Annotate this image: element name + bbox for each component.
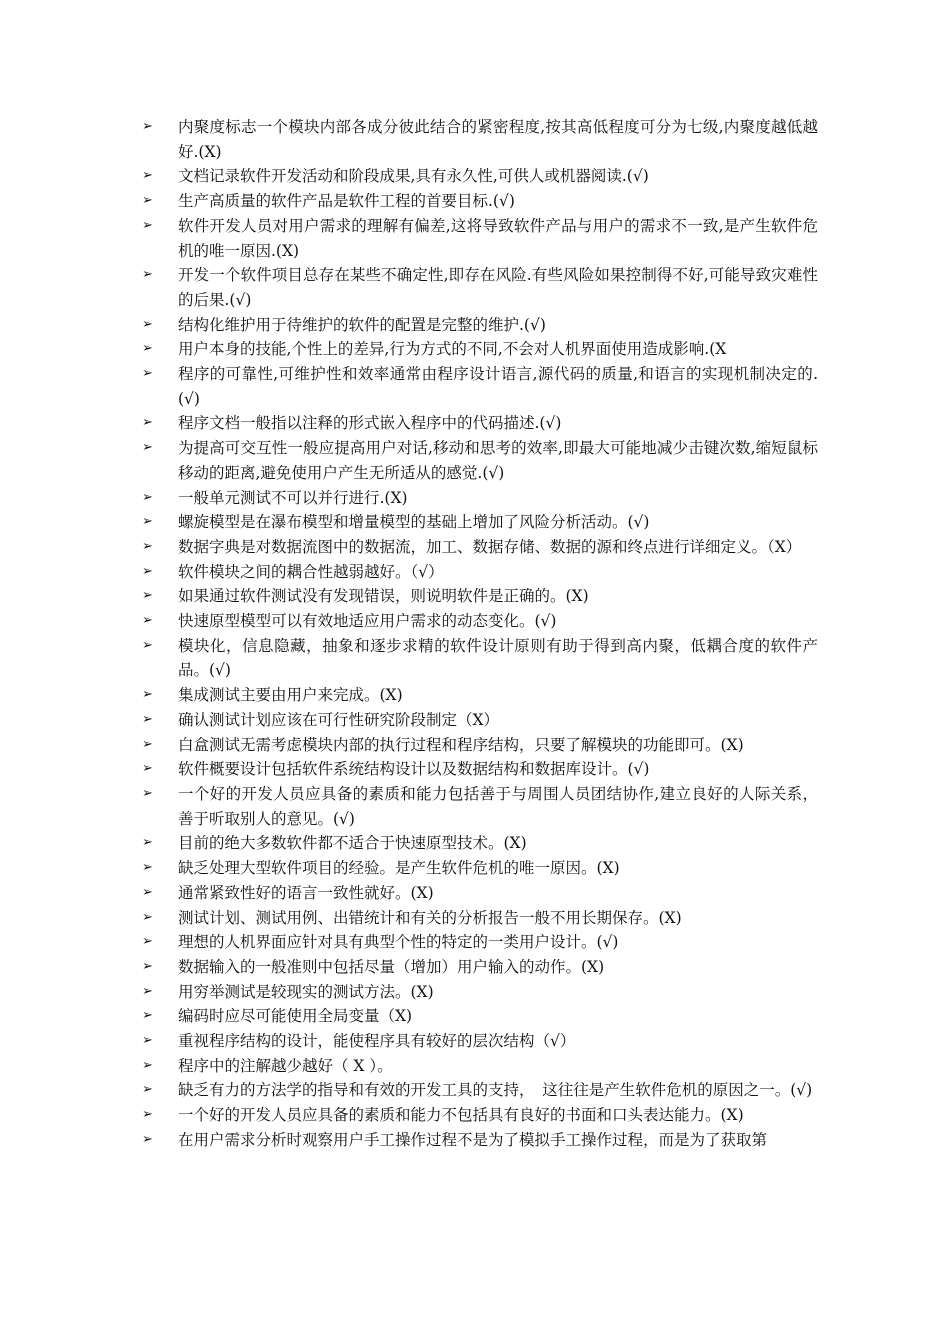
list-item <box>138 1054 818 1079</box>
arrow-bullet-icon: ➢ <box>142 934 153 950</box>
list-item-text: 目前的绝大多数软件都不适合于快速原型技术。(X) <box>178 834 527 853</box>
list-item <box>138 906 818 931</box>
list-item-text: 缺乏有力的方法学的指导和有效的开发工具的支持， 这往往是产生软件危机的原因之一。(√) <box>178 1081 813 1100</box>
list-item-text: 软件开发人员对用户需求的理解有偏差,这将导致软件产品与用户的需求不一致,是产生软件危机的唯一原因.(X) <box>178 216 818 260</box>
arrow-bullet-icon: ➢ <box>142 168 153 184</box>
list-item-text: 如果通过软件测试没有发现错误，则说明软件是正确的。(X) <box>178 587 589 606</box>
arrow-bullet-icon: ➢ <box>142 711 153 727</box>
list-item <box>138 955 818 980</box>
arrow-bullet-icon: ➢ <box>142 1033 153 1049</box>
list-item-text: 软件概要设计包括软件系统结构设计以及数据结构和数据库设计。(√) <box>178 760 650 779</box>
list-item-text: 程序中的注解越少越好（ X ）。 <box>178 1056 393 1075</box>
arrow-bullet-icon: ➢ <box>142 637 153 653</box>
arrow-bullet-icon: ➢ <box>142 415 153 431</box>
list-item-text: 快速原型模型可以有效地适应用户需求的动态变化。(√) <box>178 612 557 631</box>
list-item-text: 一个好的开发人员应具备的素质和能力不包括具有良好的书面和口头表达能力。(X) <box>178 1106 744 1125</box>
true-false-question-list <box>138 115 818 1153</box>
list-item-text: 模块化，信息隐藏，抽象和逐步求精的软件设计原则有助于得到高内聚，低耦合度的软件产品。(√) <box>178 636 818 680</box>
arrow-bullet-icon: ➢ <box>142 613 153 629</box>
list-item <box>138 189 818 214</box>
list-item <box>138 1004 818 1029</box>
list-item <box>138 831 818 856</box>
list-item <box>138 362 818 411</box>
list-item <box>138 1029 818 1054</box>
list-item <box>138 733 818 758</box>
list-item <box>138 980 818 1005</box>
list-item <box>138 930 818 955</box>
arrow-bullet-icon: ➢ <box>142 1082 153 1098</box>
arrow-bullet-icon: ➢ <box>142 736 153 752</box>
list-item-text: 一个好的开发人员应具备的素质和能力包括善于与周围人员团结协作,建立良好的人际关系，善于听取别人的意见。(√) <box>178 784 818 828</box>
list-item <box>138 313 818 338</box>
arrow-bullet-icon: ➢ <box>142 835 153 851</box>
arrow-bullet-icon: ➢ <box>142 1131 153 1147</box>
arrow-bullet-icon: ➢ <box>142 785 153 801</box>
list-item-text: 白盒测试无需考虑模块内部的执行过程和程序结构，只要了解模块的功能即可。(X) <box>178 735 744 754</box>
list-item-text: 内聚度标志一个模块内部各成分彼此结合的紧密程度,按其高低程度可分为七级,内聚度越低越好.(X) <box>178 118 818 161</box>
list-item-text: 理想的人机界面应针对具有典型个性的特定的一类用户设计。(√) <box>178 933 619 952</box>
arrow-bullet-icon: ➢ <box>142 860 153 876</box>
list-item <box>138 782 818 831</box>
list-item-text: 在用户需求分析时观察用户手工操作过程不是为了模拟手工操作过程，而是为了获取第 <box>178 1130 768 1149</box>
list-item-text: 数据输入的一般准则中包括尽量（增加）用户输入的动作。(X) <box>178 957 605 976</box>
arrow-bullet-icon: ➢ <box>142 366 153 382</box>
arrow-bullet-icon: ➢ <box>142 958 153 974</box>
arrow-bullet-icon: ➢ <box>142 884 153 900</box>
list-item <box>138 1103 818 1128</box>
arrow-bullet-icon: ➢ <box>142 440 153 456</box>
arrow-bullet-icon: ➢ <box>142 1008 153 1024</box>
arrow-bullet-icon: ➢ <box>142 538 153 554</box>
list-item-text: 集成测试主要由用户来完成。(X) <box>178 686 403 705</box>
list-item-text: 用户本身的技能,个性上的差异,行为方式的不同,不会对人机界面使用造成影响.(X <box>178 340 727 359</box>
list-item-text: 测试计划、测试用例、出错统计和有关的分析报告一般不用长期保存。(X) <box>178 908 682 927</box>
list-item <box>138 535 818 560</box>
list-item <box>138 856 818 881</box>
list-item-text: 一般单元测试不可以并行进行.(X) <box>178 488 408 507</box>
list-item <box>138 115 818 164</box>
list-item <box>138 436 818 485</box>
list-item-text: 软件模块之间的耦合性越弱越好。（√） <box>178 562 444 581</box>
list-item <box>138 214 818 263</box>
list-item <box>138 560 818 585</box>
list-item-text: 编码时应尽可能使用全局变量（X) <box>178 1007 413 1026</box>
arrow-bullet-icon: ➢ <box>142 563 153 579</box>
arrow-bullet-icon: ➢ <box>142 341 153 357</box>
arrow-bullet-icon: ➢ <box>142 267 153 283</box>
arrow-bullet-icon: ➢ <box>142 316 153 332</box>
arrow-bullet-icon: ➢ <box>142 217 153 233</box>
list-item <box>138 337 818 362</box>
list-item <box>138 510 818 535</box>
list-item <box>138 881 818 906</box>
arrow-bullet-icon: ➢ <box>142 983 153 999</box>
list-item-text: 为提高可交互性一般应提高用户对话,移动和思考的效率,即最大可能地减少击键次数,缩短鼠标移动的距离,避免使用户产生无所适从的感觉.(√) <box>178 439 818 482</box>
list-item <box>138 634 818 683</box>
list-item <box>138 757 818 782</box>
list-item-text: 数据字典是对数据流图中的数据流，加工、数据存储、数据的源和终点进行详细定义。（X） <box>178 537 802 556</box>
list-item-text: 开发一个软件项目总存在某些不确定性,即存在风险.有些风险如果控制得不好,可能导致灾难性的后果.(√) <box>178 266 818 309</box>
list-item <box>138 411 818 436</box>
arrow-bullet-icon: ➢ <box>142 761 153 777</box>
list-item <box>138 263 818 312</box>
arrow-bullet-icon: ➢ <box>142 489 153 505</box>
arrow-bullet-icon: ➢ <box>142 193 153 209</box>
list-item <box>138 584 818 609</box>
list-item-text: 程序的可靠性,可维护性和效率通常由程序设计语言,源代码的质量,和语言的实现机制决定的.(√) <box>178 365 818 408</box>
list-item-text: 重视程序结构的设计，能使程序具有较好的层次结构（√） <box>178 1032 576 1051</box>
arrow-bullet-icon: ➢ <box>142 1107 153 1123</box>
list-item <box>138 708 818 733</box>
list-item <box>138 164 818 189</box>
arrow-bullet-icon: ➢ <box>142 909 153 925</box>
list-item-text: 生产高质量的软件产品是软件工程的首要目标.(√) <box>178 192 515 211</box>
arrow-bullet-icon: ➢ <box>142 588 153 604</box>
list-item-text: 程序文档一般指以注释的形式嵌入程序中的代码描述.(√) <box>178 414 562 433</box>
list-item-text: 缺乏处理大型软件项目的经验。是产生软件危机的唯一原因。(X) <box>178 859 620 878</box>
arrow-bullet-icon: ➢ <box>142 514 153 530</box>
list-item <box>138 1128 818 1153</box>
list-item-text: 螺旋模型是在瀑布模型和增量模型的基础上增加了风险分析活动。(√) <box>178 513 650 532</box>
arrow-bullet-icon: ➢ <box>142 1057 153 1073</box>
list-item-text: 通常紧致性好的语言一致性就好。(X) <box>178 883 434 902</box>
list-item-text: 用穷举测试是较现实的测试方法。(X) <box>178 982 434 1001</box>
list-item-text: 确认测试计划应该在可行性研究阶段制定（X） <box>178 710 500 729</box>
list-item-text: 文档记录软件开发活动和阶段成果,具有永久性,可供人或机器阅读.(√) <box>178 167 649 186</box>
arrow-bullet-icon: ➢ <box>142 119 153 134</box>
list-item <box>138 1078 818 1103</box>
list-item <box>138 609 818 634</box>
arrow-bullet-icon: ➢ <box>142 687 153 703</box>
list-item-text: 结构化维护用于待维护的软件的配置是完整的维护.(√) <box>178 315 546 334</box>
list-item <box>138 683 818 708</box>
list-item <box>138 486 818 511</box>
